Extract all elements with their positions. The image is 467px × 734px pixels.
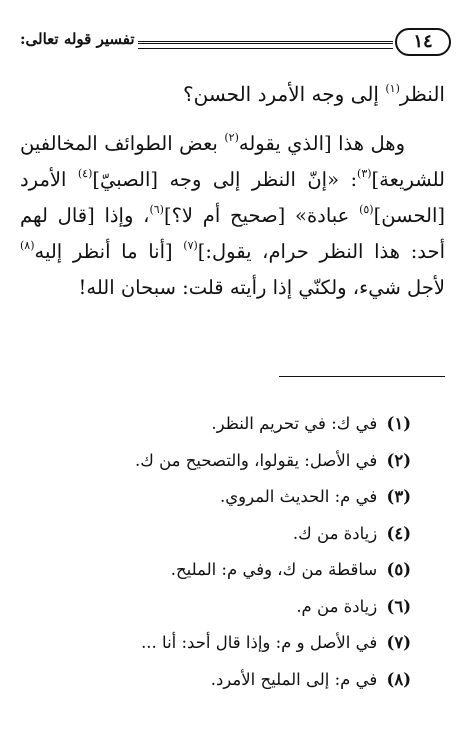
footnote-item	[20, 412, 411, 449]
text-run: الأمرد [الحسن]	[20, 168, 445, 227]
footnote-item	[20, 631, 411, 668]
text-run: لأجل شيء، ولكنّي إذا رأيته قلت: سبحان الله!	[78, 276, 445, 299]
footnote-ref: (٧)	[183, 239, 198, 252]
heading-first-word: النظر	[399, 82, 445, 106]
footnote-number: (١)	[386, 414, 411, 433]
footnote-ref: (٣)	[357, 167, 372, 180]
footnote-item	[20, 558, 411, 595]
footnote-item	[20, 485, 411, 522]
footnote-number: (٢)	[386, 450, 411, 470]
heading-rest: إلى وجه الأمرد الحسن؟	[182, 82, 379, 106]
footnote-text: زيادة من م.	[296, 596, 378, 616]
text-run: وهل هذا [الذي يقوله	[238, 132, 405, 155]
footnote-item	[20, 595, 411, 632]
footnote-number: (٥)	[386, 560, 411, 579]
footnote-text: ساقطة من ك، وفي م: المليح.	[170, 560, 378, 579]
footnote-separator	[279, 376, 445, 377]
footnote-text: في الأصل: يقولوا، والتصحيح من ك.	[135, 450, 378, 470]
text-run: : «إنّ النظر إلى وجه [الصبيّ]	[92, 168, 358, 191]
page-number: ١٤	[395, 28, 451, 56]
running-header	[20, 28, 451, 58]
text-run: عبادة» [صحيح أم لا؟]	[163, 204, 360, 227]
footnote-text: زيادة من ك.	[292, 523, 378, 543]
footnote-text: في الأصل و م: وإذا قال أحد: أنا ...	[141, 633, 378, 652]
footnote-number: (٧)	[386, 633, 411, 652]
header-rule	[138, 41, 393, 44]
footnote-ref: (٤)	[77, 167, 93, 180]
header-rule-thin	[138, 48, 393, 49]
text-run: بعض الطوائف المخالفين للشريعة]	[20, 132, 445, 191]
footnotes-list	[20, 412, 411, 704]
text-run: ، وإذا [قال لهم أحد: هذا النظر حرام، يقول:]	[20, 204, 445, 263]
footnote-item	[20, 668, 411, 705]
footnote-item	[20, 449, 411, 486]
question-heading	[20, 76, 445, 112]
running-title: تفسير قوله تعالى:	[20, 30, 135, 48]
main-text	[20, 76, 445, 306]
footnote-ref: (١)	[385, 82, 400, 95]
text-run: [أنا ما أنظر إليه	[34, 240, 184, 263]
footnote-number: (٦)	[386, 596, 411, 616]
body-paragraph	[20, 126, 445, 306]
footnote-text: في م: إلى المليح الأمرد.	[210, 669, 378, 689]
footnote-number: (٣)	[386, 487, 411, 506]
footnote-number: (٤)	[386, 523, 411, 543]
footnote-ref: (٥)	[359, 203, 374, 216]
footnote-text: في م: الحديث المروي.	[220, 487, 378, 506]
footnote-number: (٨)	[386, 669, 411, 689]
footnote-ref: (٢)	[224, 131, 239, 144]
footnote-text: في ك: في تحريم النظر.	[211, 414, 378, 433]
footnote-ref: (٦)	[149, 203, 164, 216]
footnote-ref: (٨)	[20, 239, 35, 252]
footnote-item	[20, 522, 411, 559]
